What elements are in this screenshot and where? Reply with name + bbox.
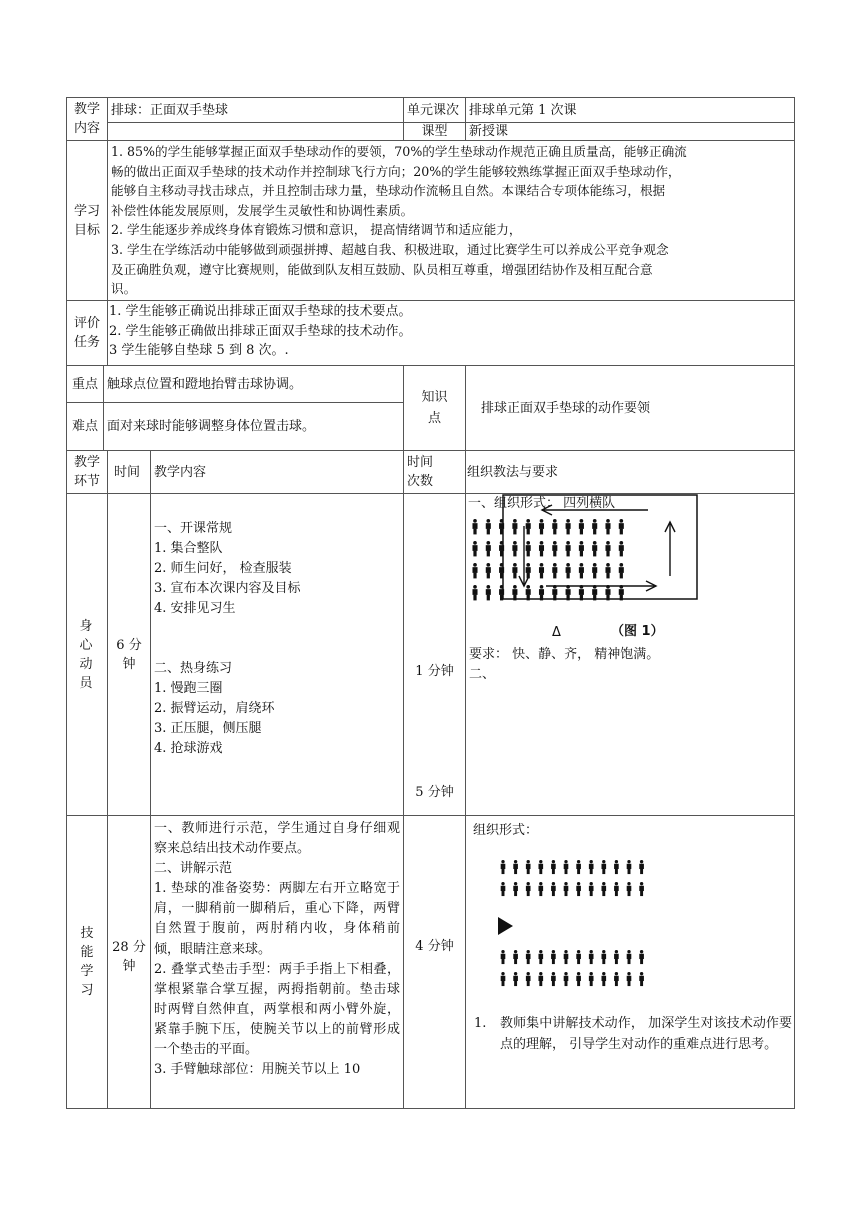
student-figure	[501, 950, 506, 964]
s1-content-line: 2. 师生问好， 检查服装	[154, 561, 292, 576]
student-figure	[589, 972, 594, 986]
type-value-cell	[465, 122, 795, 141]
unit-label-cell	[403, 97, 466, 123]
type-value: 新授课	[469, 124, 509, 139]
objectives-label: 学习目标	[73, 203, 100, 238]
student-figure	[639, 950, 644, 964]
student-figure	[538, 972, 543, 986]
student-figure	[472, 585, 477, 600]
student-figure	[513, 972, 518, 986]
student-figure	[639, 972, 644, 986]
s2-time-cell	[107, 815, 151, 1109]
evaluation-line: 3 学生能够自垫球 5 到 8 次。.	[109, 343, 289, 358]
col-method	[465, 450, 795, 494]
col-content-label: 教学内容	[154, 464, 207, 480]
difficult-value: 面对来球时能够调整身体位置击球。	[107, 419, 316, 434]
route-arrows	[519, 505, 675, 591]
s2-org-title: 组织形式：	[473, 823, 539, 838]
s1-count-b-wrap	[404, 783, 465, 802]
s1-content-line: 二、热身练习	[154, 661, 233, 676]
s2-time: 28 分钟	[112, 940, 146, 974]
student-figure	[486, 541, 491, 556]
student-figure	[501, 860, 506, 874]
s1-content-line: 3. 正压腿，侧压腿	[154, 721, 262, 736]
s1-stage-cell	[66, 493, 108, 816]
s1-count-b: 5 分钟	[415, 785, 454, 800]
formation-facing-groups	[498, 860, 668, 1020]
s2-content-para: 一、教师进行示范，学生通过自身仔细观察来总结出技术动作要点。	[154, 821, 400, 857]
student-figure	[589, 860, 594, 874]
s2-list-number-wrap	[474, 1014, 486, 1034]
difficult-label: 难点	[71, 419, 98, 434]
s1-time: 6 分钟	[116, 637, 142, 672]
s1-org-title: 一、组织形式： 四列横队	[468, 496, 616, 511]
s1-content-line: 2. 振臂运动，肩绕环	[154, 701, 275, 716]
difficult-label-cell	[66, 402, 104, 451]
s1-count-a: 1 分钟	[415, 664, 454, 679]
s1-second-wrap	[469, 665, 495, 684]
s2-content-para: 2. 叠掌式垫击手型：两手手指上下相叠，掌根紧靠合掌互握，两拇指朝前。垫击球时两臂自然伸直，两掌根和两小臂外旋，紧靠手腕下压，使腕关节以上的前臂形成一个垫击的平面。	[154, 961, 400, 1058]
s1-content-line: 4. 抢球游戏	[154, 741, 223, 756]
knowledge-value-cell	[465, 365, 795, 451]
s2-stage-cell	[66, 815, 108, 1109]
student-figure	[564, 860, 569, 874]
student-figure	[564, 882, 569, 896]
student-figure	[526, 972, 531, 986]
objectives-line: 2. 学生能逐步养成终身体育锻炼习惯和意识， 提高情绪调节和适应能力，	[111, 222, 522, 238]
student-figure	[639, 882, 644, 896]
evaluation-label-cell	[66, 300, 108, 366]
col-method-label: 组织教法与要求	[467, 464, 559, 480]
student-figure	[513, 950, 518, 964]
student-figure	[601, 950, 606, 964]
student-figure	[538, 882, 543, 896]
objectives-label-cell	[66, 140, 108, 301]
s2-list-text: 教师集中讲解技术动作， 加深学生对该技术动作要点的理解， 引导学生对动作的重难点进行思考。	[500, 1016, 792, 1052]
content-label-cell	[66, 97, 108, 141]
evaluation-body	[107, 300, 795, 366]
student-figure	[564, 950, 569, 964]
student-figure	[614, 950, 619, 964]
s2-stage: 技能学习	[80, 926, 94, 998]
s2-time-wrap	[112, 938, 146, 976]
teacher-mark-wrap	[552, 623, 561, 642]
student-figure	[472, 541, 477, 556]
type-label-cell	[403, 122, 466, 141]
student-figure	[601, 972, 606, 986]
student-figure	[576, 882, 581, 896]
student-figure	[486, 519, 491, 534]
s1-content-cell	[150, 493, 404, 816]
student-figure	[526, 950, 531, 964]
col-content	[150, 450, 404, 494]
s1-count-cell	[403, 493, 466, 816]
s2-method-cell	[465, 815, 795, 1109]
knowledge-label: 知识点	[421, 390, 448, 426]
s2-count-cell	[403, 815, 466, 1109]
content-label: 教学内容	[73, 102, 100, 136]
s2-content-cell	[150, 815, 404, 1109]
knowledge-value: 排球正面双手垫球的动作要领	[481, 400, 651, 416]
s1-requirement-wrap	[469, 645, 659, 664]
unit-value: 排球单元第 1 次课	[469, 102, 577, 118]
s2-content-para: 二、讲解示范	[154, 861, 233, 877]
s1-content-line: 1. 集合整队	[154, 541, 223, 556]
key-value-cell	[103, 365, 404, 403]
student-figure	[501, 972, 506, 986]
teacher-mark: Δ	[552, 625, 561, 640]
evaluation-line: 1. 学生能够正确说出排球正面双手垫球的技术要点。	[109, 304, 412, 319]
s1-second: 二、	[469, 667, 496, 682]
col-count-label: 时间次数	[407, 455, 434, 489]
objectives-line: 3. 学生在学练活动中能够做到顽强拼搏、超越自我、积极进取，通过比赛学生可以养成公平竞争观念	[111, 241, 669, 257]
s2-count-wrap	[404, 937, 465, 956]
s1-stage: 身心动员	[79, 618, 95, 691]
objectives-line: 1. 85%的学生能够掌握正面双手垫球动作的要领，70%的学生垫球动作规范正确且质量高，能够正确流	[111, 144, 687, 159]
content-value: 排球：正面双手垫球	[111, 102, 229, 118]
student-figure	[576, 950, 581, 964]
evaluation-line: 2. 学生能够正确做出排球正面双手垫球的技术动作。	[109, 323, 412, 339]
student-figure	[472, 563, 477, 578]
student-figure	[513, 882, 518, 896]
student-figure	[601, 860, 606, 874]
type-label: 课型	[421, 124, 448, 139]
s1-requirement: 要求： 快、静、齐， 精神饱满。	[469, 647, 660, 662]
col-stage-label: 教学环节	[73, 455, 100, 489]
unit-value-cell	[465, 97, 795, 123]
key-label-cell	[66, 365, 104, 403]
figure-label: （图 1）	[611, 624, 664, 639]
s1-method-cell	[465, 493, 795, 816]
student-figure	[538, 950, 543, 964]
student-figure	[472, 519, 477, 534]
student-figure	[627, 950, 632, 964]
student-figure	[501, 882, 506, 896]
student-figure	[526, 882, 531, 896]
s2-list-number: 1.	[474, 1016, 487, 1031]
s2-content-para: 3. 手臂触球部位：用腕关节以上 10	[154, 1062, 361, 1078]
student-figure	[551, 950, 556, 964]
col-stage	[66, 450, 108, 494]
knowledge-label-cell	[403, 365, 466, 451]
teacher-marker	[498, 917, 513, 935]
student-figure	[551, 882, 556, 896]
objectives-line: 畅的做出正面双手垫球的技术动作并控制球飞行方向；20%的学生能够较熟练掌握正面双手垫球动作，	[111, 163, 681, 179]
s1-count-a-wrap	[404, 662, 465, 681]
s2-org-title-wrap	[473, 821, 538, 840]
s1-content-line: 一、开课常规	[154, 521, 233, 536]
content-value-cell-lower	[107, 122, 404, 141]
objectives-body	[107, 140, 795, 301]
student-figure	[627, 860, 632, 874]
student-figure	[513, 860, 518, 874]
objectives-line: 及正确胜负观，遵守比赛规则，能做到队友相互鼓励、队员相互尊重，增强团结协作及相互配合意	[111, 261, 653, 277]
student-figure	[627, 882, 632, 896]
student-figure	[601, 882, 606, 896]
s1-content-line: 3. 宣布本次课内容及目标	[154, 581, 301, 596]
s2-content-para: 1. 垫球的准备姿势：两脚左右开立略宽于肩，一脚稍前一脚稍后，重心下降，两臂自然置于腹前，两肘稍内收，身体稍前倾，眼睛注意来球。	[154, 881, 400, 957]
evaluation-label: 评价任务	[73, 316, 100, 350]
unit-label: 单元课次	[407, 102, 460, 118]
student-figure	[614, 860, 619, 874]
objectives-line: 能够自主移动寻找击球点，并且控制击球力量，垫球动作流畅且自然。本课结合专项体能练习，根据	[111, 183, 666, 199]
difficult-value-cell	[103, 402, 404, 451]
s2-list-text-wrap	[500, 1014, 792, 1055]
student-figure	[627, 972, 632, 986]
s1-time-cell	[107, 493, 151, 816]
student-figure	[576, 860, 581, 874]
key-label: 重点	[71, 376, 98, 392]
objectives-line: 补偿性体能发展原则，发展学生灵敏性和协调性素质。	[111, 202, 414, 218]
student-figure	[564, 972, 569, 986]
col-time	[107, 450, 151, 494]
student-figure	[614, 972, 619, 986]
s2-count: 4 分钟	[415, 939, 454, 954]
col-time-label: 时间	[114, 464, 141, 480]
student-figure	[589, 882, 594, 896]
student-figure	[526, 860, 531, 874]
running-route-diagram	[502, 494, 700, 602]
col-count	[403, 450, 466, 494]
objectives-line: 识。	[111, 281, 137, 297]
key-value: 触球点位置和蹬地抬臂击球协调。	[107, 376, 303, 392]
content-value-cell	[107, 97, 404, 123]
student-figure	[589, 950, 594, 964]
s1-content-line: 4. 安排见习生	[154, 601, 236, 616]
student-figure	[576, 972, 581, 986]
student-figure	[486, 585, 491, 600]
s1-content-spacer	[154, 619, 400, 659]
figure-label-wrap	[611, 622, 664, 641]
student-figure	[486, 563, 491, 578]
student-figure	[551, 860, 556, 874]
student-figure	[614, 882, 619, 896]
student-figure	[639, 860, 644, 874]
student-figure	[538, 860, 543, 874]
student-figure	[551, 972, 556, 986]
s1-content-line: 1. 慢跑三圈	[154, 681, 223, 696]
